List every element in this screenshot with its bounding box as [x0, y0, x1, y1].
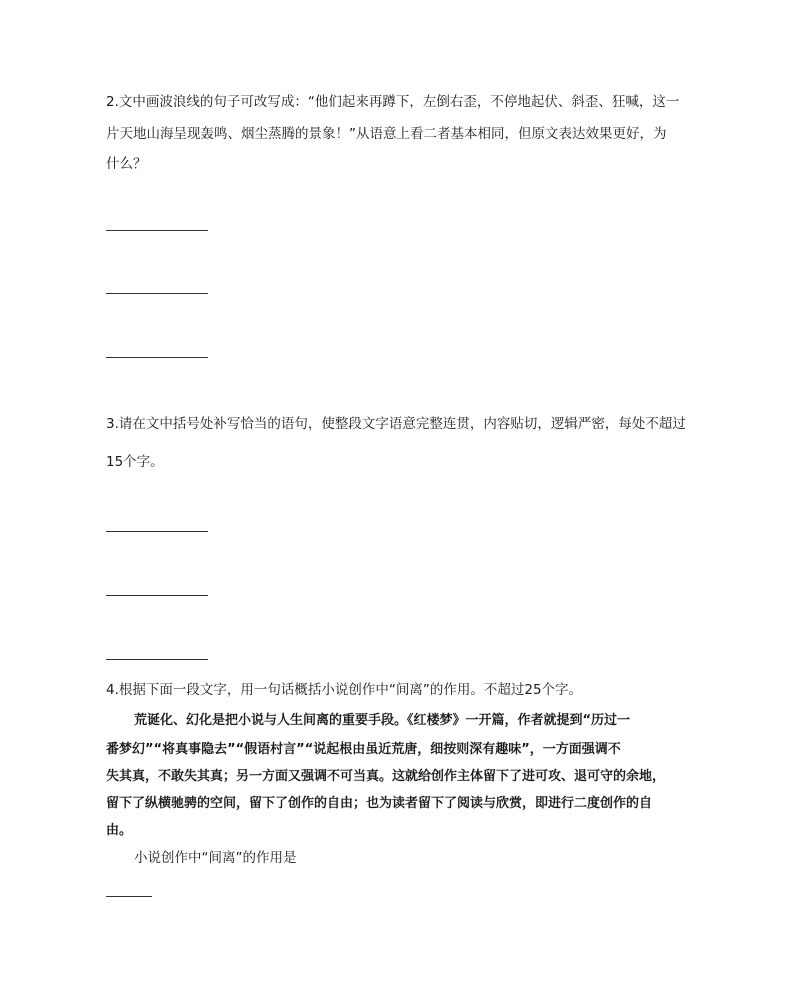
question-3-line-2: 15个字。 — [106, 454, 164, 470]
answer-blank-q3-1[interactable] — [106, 531, 208, 532]
answer-blank-q2-1[interactable] — [106, 230, 208, 231]
answer-prefix: 小说创作中“间离”的作用是 — [134, 850, 297, 866]
answer-blank-q4[interactable] — [106, 896, 152, 897]
passage-line-1: 荒诞化、幻化是把小说与人生间离的重要手段。《红楼梦》一开篇，作者就提到“历过一 — [134, 713, 631, 728]
passage-line-5: 由。 — [106, 823, 133, 838]
passage-line-4: 留下了纵横驰骋的空间，留下了创作的自由；也为读者留下了阅读与欣赏，即进行二度创作的自 — [106, 796, 653, 811]
question-3-line-1: 3.请在文中括号处补写恰当的语句，使整段文字语意完整连贯，内容贴切，逻辑严密，每处不超过 — [106, 416, 686, 432]
question-4-prompt: 4.根据下面一段文字，用一句话概括小说创作中“间离”的作用。不超过25个字。 — [106, 682, 583, 698]
passage-line-3: 失其真，不敢失其真；另一方面又强调不可当真。这就给创作主体留下了进可攻、退可守的余地， — [106, 769, 666, 784]
question-2-line-3: 什么？ — [106, 156, 147, 172]
question-2-line-1: 2.文中画波浪线的句子可改写成：“他们起来再蹲下，左倒右歪，不停地起伏、斜歪、狂喊，这一 — [106, 94, 680, 110]
question-2-line-2: 片天地山海呈现轰鸣、烟尘蒸腾的景象！”从语意上看二者基本相同，但原文表达效果更好，为 — [106, 126, 667, 142]
answer-blank-q2-3[interactable] — [106, 357, 208, 358]
answer-blank-q3-2[interactable] — [106, 595, 208, 596]
answer-blank-q3-3[interactable] — [106, 659, 208, 660]
passage-line-2: 番梦幻”“将真事隐去”“假语村言”“说起根由虽近荒唐，细按则深有趣味”，一方面强调不 — [106, 742, 621, 757]
answer-blank-q2-2[interactable] — [106, 293, 208, 294]
